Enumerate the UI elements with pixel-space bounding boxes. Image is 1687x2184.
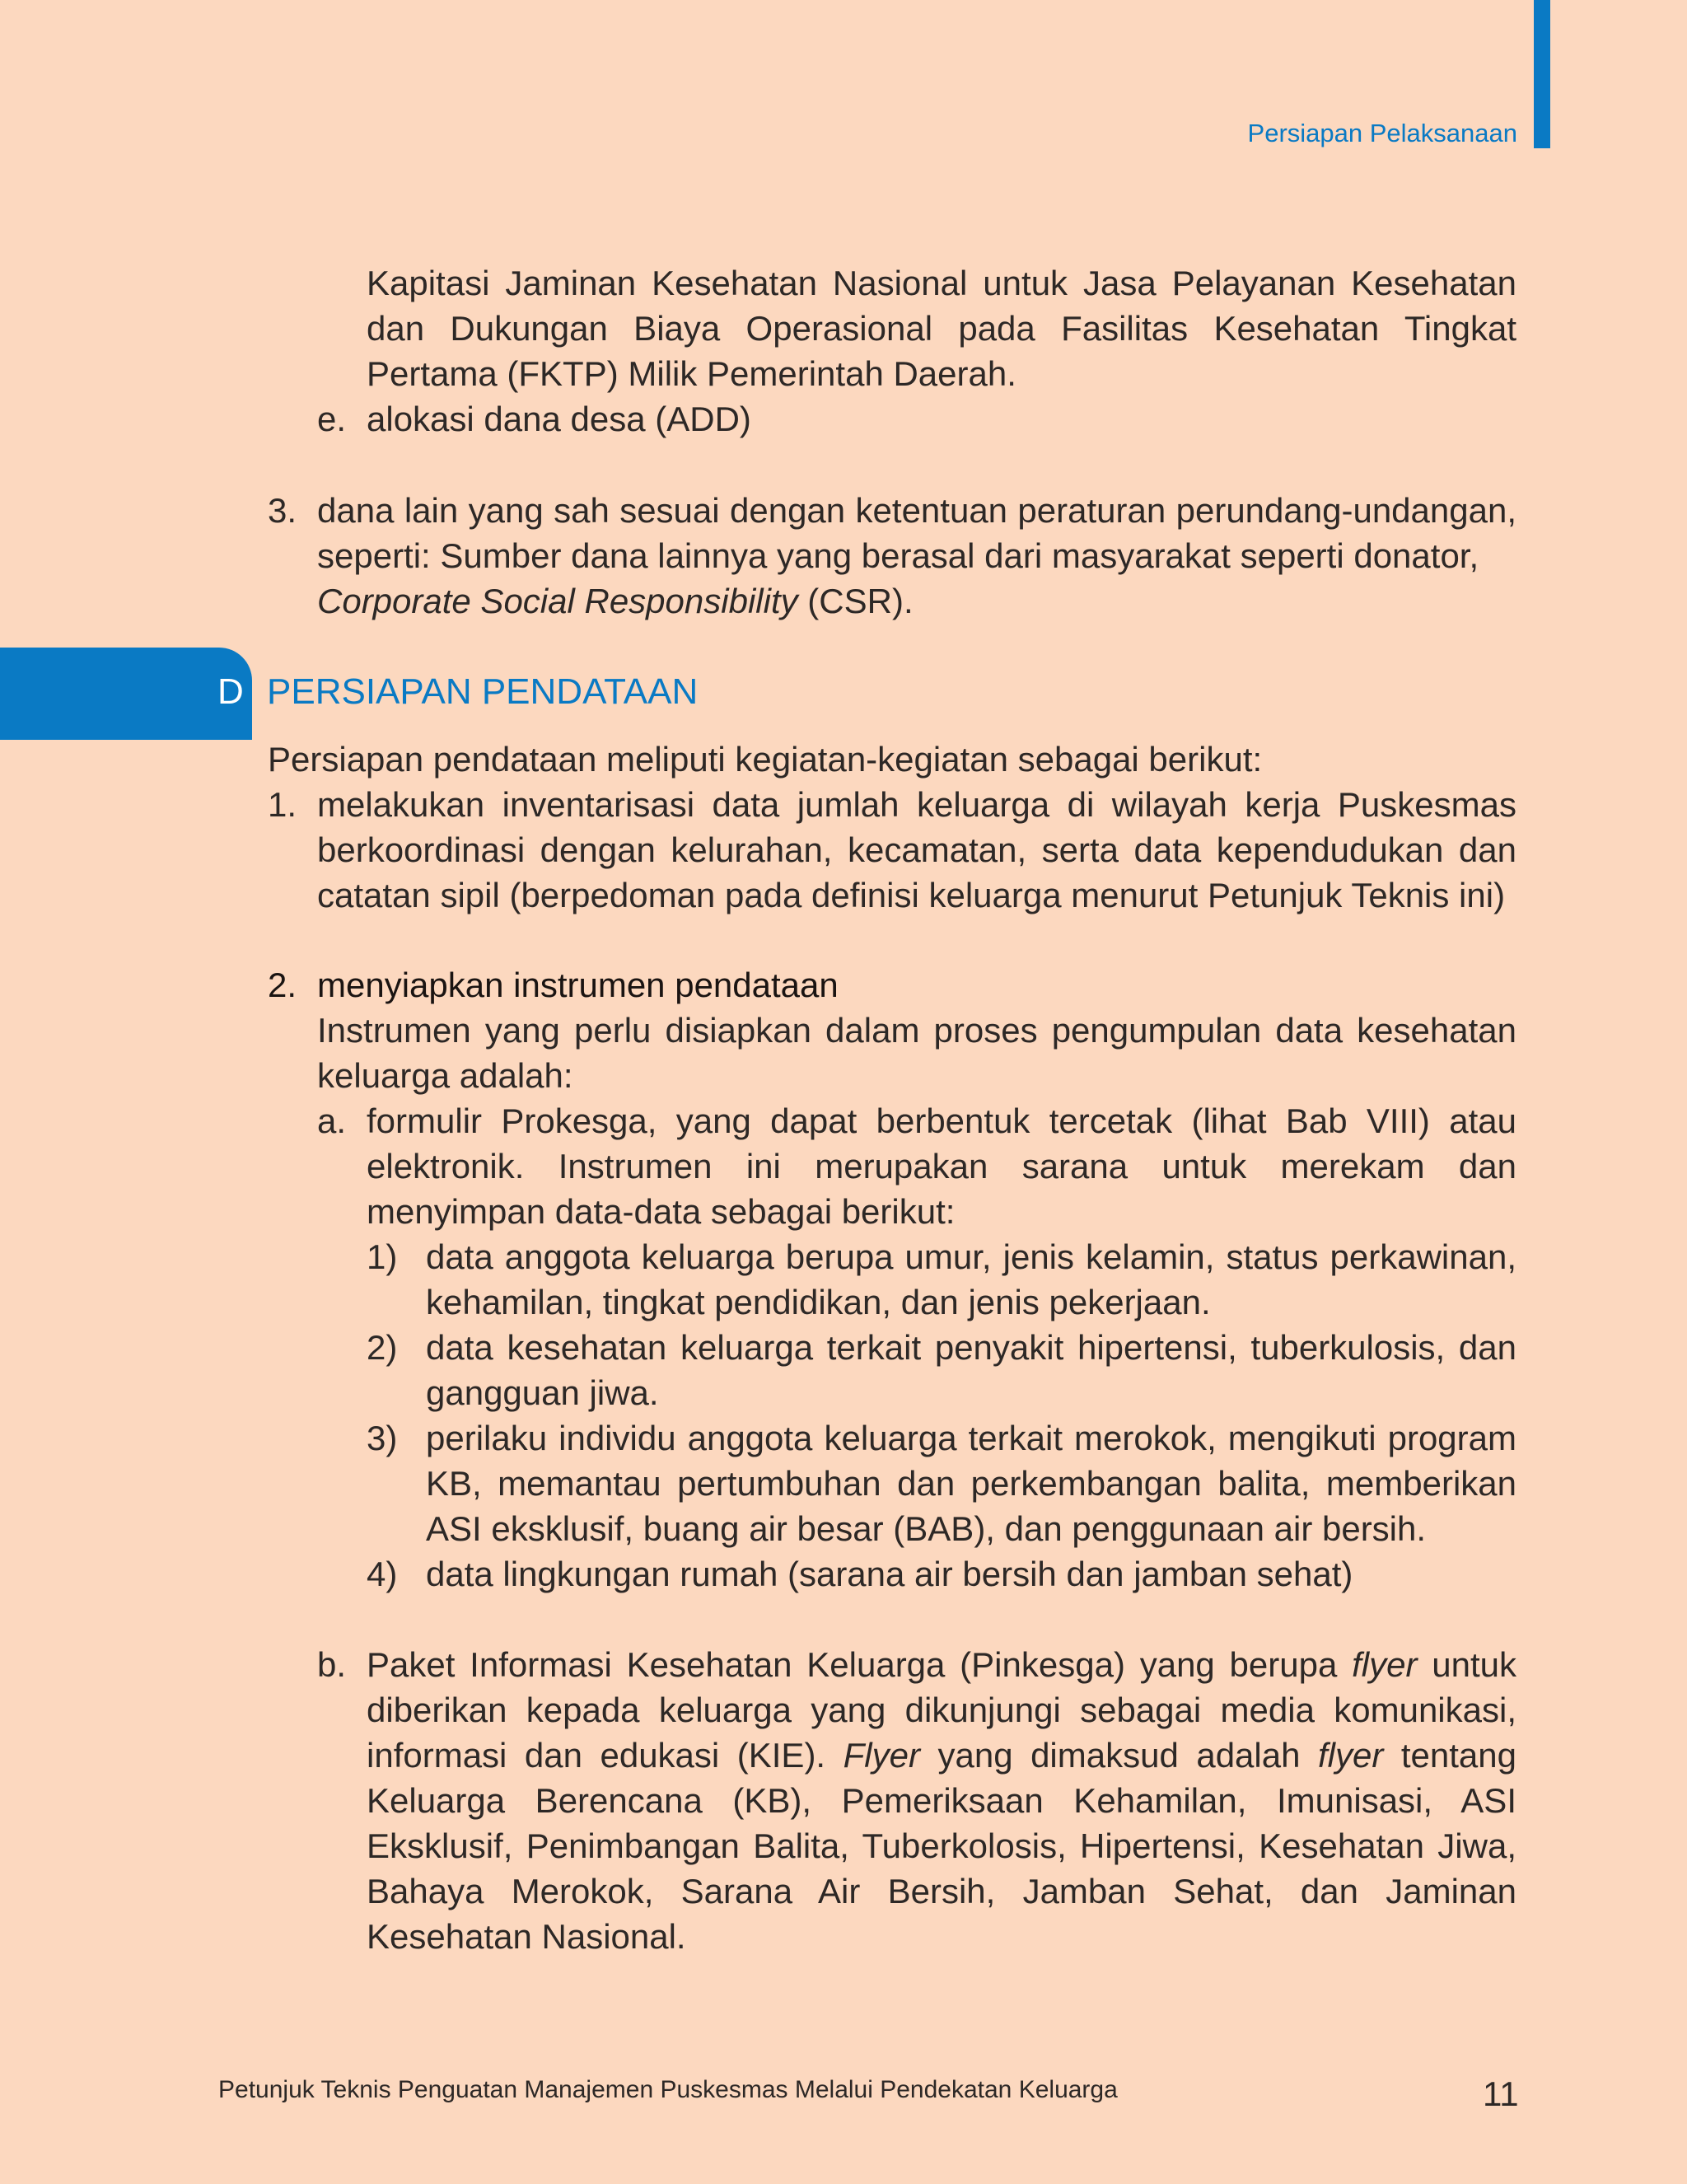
item-b-text-3: yang dimaksud adalah xyxy=(919,1736,1318,1775)
item-b-text-4: tentang Keluarga Berencana (KB), Pemeriksaan Kehamilan, Imunisasi, ASI Eksklusif, Penimbangan Balita, Tuberkolosis, Hipertensi, Kesehatan Jiwa, Bahaya Merokok, Sarana Air Bersih, Jamban Sehat, dan Jaminan Kesehatan Nasional. xyxy=(367,1736,1516,1956)
list-item-2-text: Instrumen yang perlu disiapkan dalam proses pengumpulan data kesehatan keluarga adalah: xyxy=(317,1011,1516,1095)
sub-marker-4: 4) xyxy=(367,1555,398,1593)
csr-abbrev: (CSR). xyxy=(797,582,914,620)
section-title: PERSIAPAN PENDATAAN xyxy=(267,671,699,712)
list-marker-b: b. xyxy=(317,1645,347,1684)
list-item-a: formulir Prokesga, yang dapat berbentuk tercetak (lihat Bab VIII) atau elektronik. Instrumen ini merupakan sarana untuk merekam dan menyimpan data-data sebagai berikut: xyxy=(367,1101,1516,1231)
list-item-b xyxy=(367,1642,1516,1959)
section-letter: D xyxy=(217,671,244,712)
list-marker-1: 1. xyxy=(268,785,297,824)
list-marker-3: 3. xyxy=(268,491,297,530)
flyer-italic-1: flyer xyxy=(1352,1645,1418,1684)
list-item-3-text: dana lain yang sah sesuai dengan ketentuan peraturan perundang-undangan, seperti: Sumber dana lainnya yang berasal dari masyarakat seperti donator, xyxy=(317,491,1516,575)
footer-title: Petunjuk Teknis Penguatan Manajemen Puskesmas Melalui Pendekatan Keluarga xyxy=(218,2076,1118,2103)
section-intro: Persiapan pendataan meliputi kegiatan-kegiatan sebagai berikut: xyxy=(268,740,1263,779)
sub-item-2: data kesehatan keluarga terkait penyakit hipertensi, tuberkulosis, dan gangguan jiwa. xyxy=(426,1328,1516,1412)
sub-item-4: data lingkungan rumah (sarana air bersih dan jamban sehat) xyxy=(426,1555,1353,1593)
sub-item-3: perilaku individu anggota keluarga terkait merokok, mengikuti program KB, memantau pertumbuhan dan perkembangan balita, memberikan ASI eksklusif, buang air besar (BAB), dan penggunaan air bersih. xyxy=(426,1419,1516,1548)
continuation-paragraph: Kapitasi Jaminan Kesehatan Nasional untuk Jasa Pelayanan Kesehatan dan Dukungan Biaya Operasional pada Fasilitas Kesehatan Tingkat Pertama (FKTP) Milik Pemerintah Daerah. xyxy=(367,264,1516,393)
list-item-2-heading: menyiapkan instrumen pendataan xyxy=(317,966,839,1004)
list-marker-a: a. xyxy=(317,1101,347,1140)
sub-item-1: data anggota keluarga berupa umur, jenis kelamin, status perkawinan, kehamilan, tingkat pendidikan, dan jenis pekerjaan. xyxy=(426,1237,1516,1321)
sub-marker-1: 1) xyxy=(367,1237,398,1276)
csr-italic: Corporate Social Responsibility xyxy=(317,582,798,620)
item-b-text-1: Paket Informasi Kesehatan Keluarga (Pinkesga) yang berupa xyxy=(367,1645,1353,1684)
item-b-text-2: untuk diberikan kepada keluarga yang dikunjungi sebagai media komunikasi, informasi dan edukasi (KIE). xyxy=(367,1645,1517,1775)
sub-marker-2: 2) xyxy=(367,1328,398,1367)
sub-marker-3: 3) xyxy=(367,1419,398,1457)
header-accent-bar xyxy=(1534,0,1550,148)
list-item-3 xyxy=(317,488,1516,624)
flyer-italic-2: Flyer xyxy=(843,1736,920,1775)
flyer-italic-3: flyer xyxy=(1317,1736,1384,1775)
section-tab xyxy=(0,648,252,740)
list-marker-2: 2. xyxy=(268,966,297,1004)
list-marker-e: e. xyxy=(317,400,347,438)
running-header: Persiapan Pelaksanaan xyxy=(1247,119,1517,147)
list-item-1: melakukan inventarisasi data jumlah keluarga di wilayah kerja Puskesmas berkoordinasi dengan kelurahan, kecamatan, serta data kependudukan dan catatan sipil (berpedoman pada definisi keluarga menurut Petunjuk Teknis ini) xyxy=(317,785,1516,914)
page-number: 11 xyxy=(1483,2074,1519,2113)
list-item-e: alokasi dana desa (ADD) xyxy=(367,400,751,438)
